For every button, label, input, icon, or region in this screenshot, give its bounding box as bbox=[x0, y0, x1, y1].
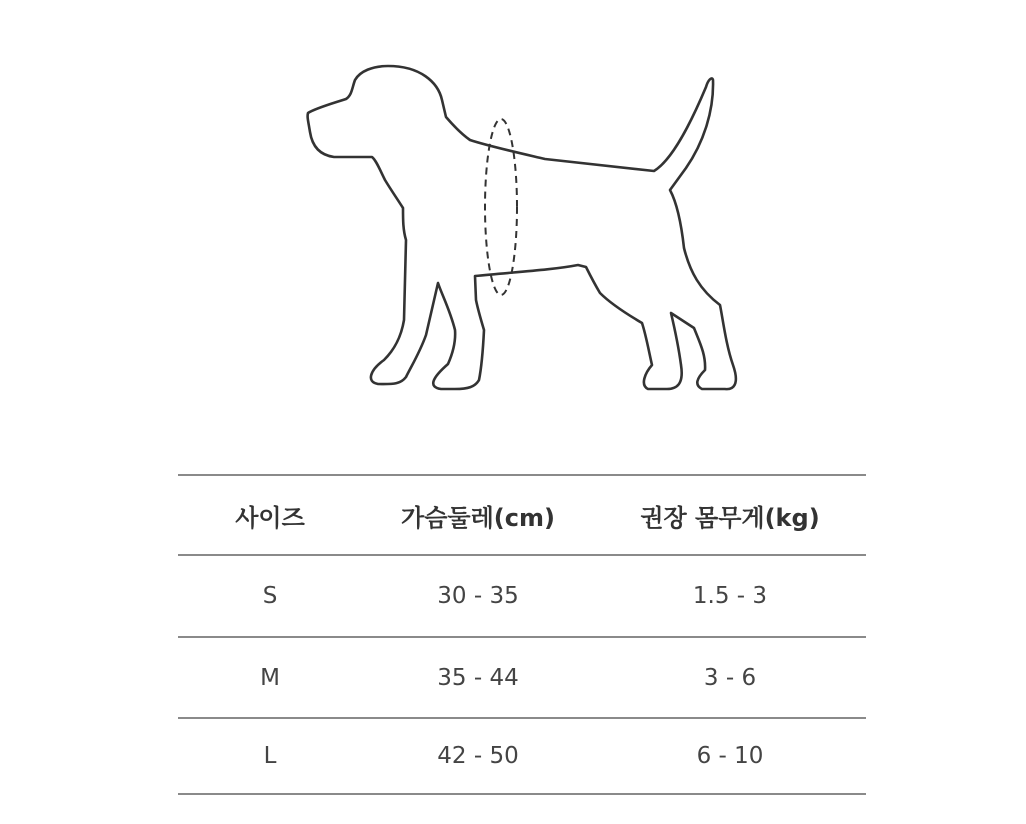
table-row bbox=[178, 555, 866, 637]
dog-body-outline bbox=[308, 66, 736, 389]
cell-size: L bbox=[178, 718, 362, 794]
header-size: 사이즈 bbox=[178, 475, 362, 555]
size-chart-table bbox=[178, 474, 866, 795]
cell-weight: 3 - 6 bbox=[594, 637, 866, 718]
cell-weight: 6 - 10 bbox=[594, 718, 866, 794]
cell-size: M bbox=[178, 637, 362, 718]
cell-weight: 1.5 - 3 bbox=[594, 555, 866, 637]
cell-size: S bbox=[178, 555, 362, 637]
cell-chest-girth: 42 - 50 bbox=[362, 718, 594, 794]
header-chest-girth: 가슴둘레(cm) bbox=[362, 475, 594, 555]
table-row bbox=[178, 718, 866, 794]
table-row bbox=[178, 637, 866, 718]
cell-chest-girth: 30 - 35 bbox=[362, 555, 594, 637]
chest-measure-loop bbox=[485, 119, 517, 295]
table-header-row bbox=[178, 475, 866, 555]
cell-chest-girth: 35 - 44 bbox=[362, 637, 594, 718]
header-recommended-weight: 권장 몸무게(kg) bbox=[594, 475, 866, 555]
